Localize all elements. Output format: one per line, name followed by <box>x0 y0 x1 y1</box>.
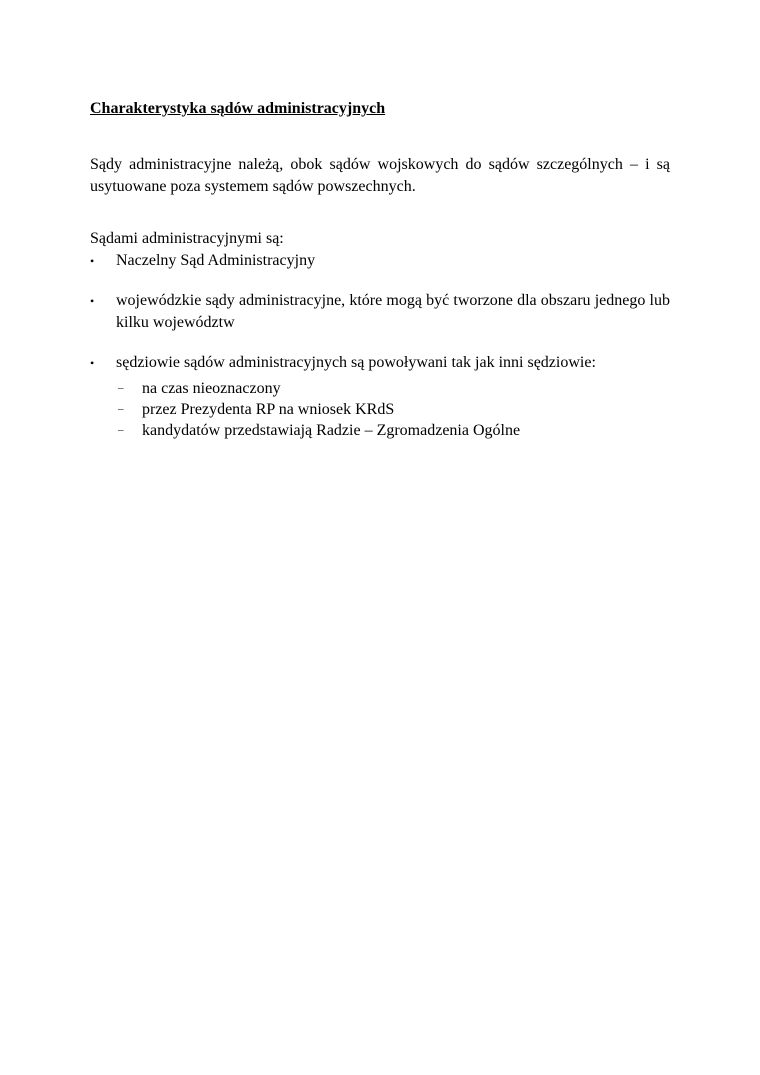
bullet-list <box>90 250 670 441</box>
list-item-text: Naczelny Sąd Administracyjny <box>116 252 316 269</box>
document-page <box>90 98 670 441</box>
bullet-icon: • <box>90 254 95 268</box>
list-item-text: sędziowie sądów administracyjnych są powoływani tak jak inni sędziowie: <box>116 354 596 371</box>
bullet-icon: • <box>90 356 95 370</box>
dash-icon: – <box>118 403 124 415</box>
document-title: Charakterystyka sądów administracyjnych <box>90 100 386 117</box>
sub-list <box>116 378 670 441</box>
dash-icon: – <box>118 424 124 436</box>
list-item <box>90 250 670 272</box>
list-item <box>90 352 670 441</box>
bullet-icon: • <box>90 294 95 308</box>
list-item-text: wojewódzkie sądy administracyjne, które mogą być tworzone dla obszaru jednego lub kilku województw <box>116 292 670 331</box>
list-item <box>90 290 670 334</box>
sub-list-item <box>116 399 670 420</box>
sub-list-item-text: kandydatów przedstawiają Radzie – Zgromadzenia Ogólne <box>142 422 521 439</box>
paragraph-intro: Sądy administracyjne należą, obok sądów wojskowych do sądów szczególnych – i są usytuowane poza systemem sądów powszechnych. <box>90 156 670 195</box>
sub-list-item <box>116 378 670 399</box>
dash-icon: – <box>118 382 124 394</box>
sub-list-item-text: przez Prezydenta RP na wniosek KRdS <box>142 401 395 418</box>
list-intro: Sądami administracyjnymi są: <box>90 230 284 247</box>
sub-list-item-text: na czas nieoznaczony <box>142 380 281 397</box>
sub-list-item <box>116 420 670 441</box>
